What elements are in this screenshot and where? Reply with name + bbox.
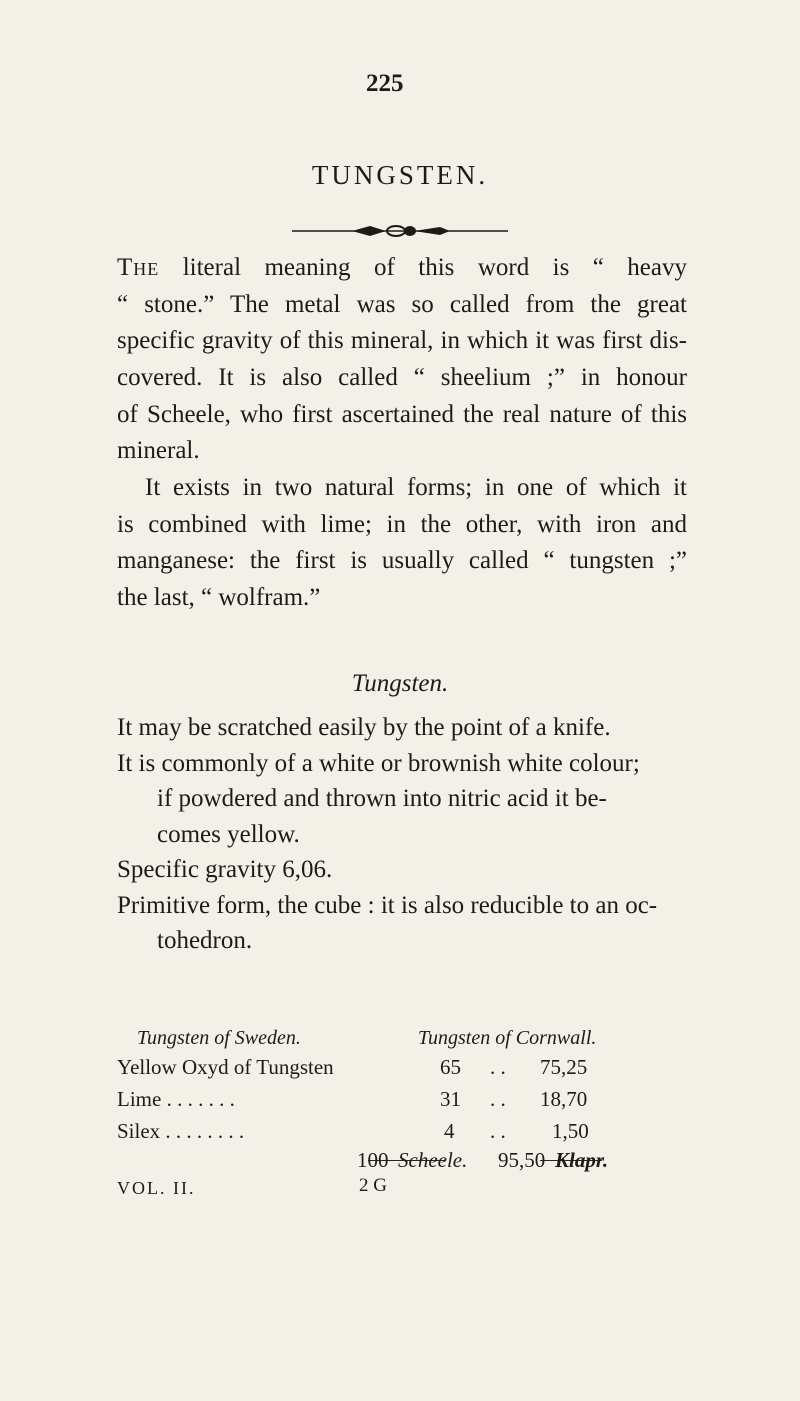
property-continuation: comes yellow.	[157, 820, 300, 848]
total-sweden: 100	[357, 1148, 389, 1172]
forms-paragraph	[117, 470, 687, 617]
property-text: It may be scratched easily by the point of a knife.	[117, 714, 611, 741]
table-row-label: Yellow Oxyd of Tungsten	[117, 1055, 334, 1079]
para1-line-1	[117, 250, 687, 287]
property-item	[117, 710, 687, 746]
table-heading-sweden: Tungsten of Sweden.	[137, 1027, 301, 1049]
table-heading-cornwall: Tungsten of Cornwall.	[418, 1027, 597, 1049]
para1-line-4: covered. It is also called “ sheelium ;” in honour	[117, 364, 687, 392]
property-item	[117, 852, 687, 888]
property-text: Specific gravity 6,06.	[117, 856, 333, 883]
para1-line-2: “ stone.” The metal was so called from the great	[117, 290, 687, 318]
total-cornwall-source: Klapr.	[555, 1148, 609, 1172]
table-cell-cornwall: 18,70	[540, 1087, 588, 1111]
subheading: Tungsten.	[351, 670, 449, 697]
table-cell-sweden: 4	[444, 1119, 455, 1143]
text: literal meaning of this word is “ heavy	[182, 254, 687, 281]
property-continuation: if powdered and thrown into nitric acid it be-	[157, 785, 607, 812]
page-number: 225	[366, 70, 404, 97]
total-cornwall: 95,50	[498, 1148, 546, 1172]
total-sweden-source: Scheele.	[398, 1148, 468, 1172]
property-item	[117, 746, 687, 853]
ornament-rule-icon	[290, 223, 510, 239]
para2-line-2: is combined with lime; in the other, with iron and	[117, 510, 687, 538]
signature-mark: 2 G	[359, 1175, 387, 1196]
para1-line-6: mineral.	[117, 437, 200, 465]
drop-word: The	[117, 254, 160, 281]
table-row-label: Silex . . . . . . . .	[117, 1119, 245, 1143]
volume-marker: VOL. II.	[117, 1178, 196, 1198]
para2-line-3: manganese: the first is usually called “ tungsten ;”	[117, 547, 687, 575]
para2-line-1: It exists in two natural forms; in one of which it	[145, 474, 687, 501]
table-cell-sep: . .	[490, 1055, 506, 1079]
table-row-label: Lime . . . . . . .	[117, 1087, 235, 1111]
property-text: It is commonly of a white or brownish white colour;	[117, 749, 640, 777]
table-cell-sweden: 31	[440, 1087, 461, 1111]
properties-list	[117, 710, 687, 959]
property-text: Primitive form, the cube : it is also reducible to an oc-	[117, 891, 658, 919]
para1-line-5: of Scheele, who first ascertained the real nature of this	[117, 400, 687, 428]
table-cell-cornwall: 75,25	[540, 1055, 588, 1079]
intro-paragraph	[117, 250, 687, 470]
table-cell-cornwall: 1,50	[552, 1119, 589, 1143]
property-item	[117, 888, 687, 959]
para1-line-3: specific gravity of this mineral, in which it was first dis-	[117, 327, 687, 355]
table-cell-sep: . .	[490, 1087, 506, 1111]
para2-line-4: the last, “ wolfram.”	[117, 584, 321, 612]
table-cell-sweden: 65	[440, 1055, 461, 1079]
chapter-title: TUNGSTEN.	[311, 160, 489, 190]
table-cell-sep: . .	[490, 1119, 506, 1143]
property-continuation: tohedron.	[157, 927, 253, 954]
